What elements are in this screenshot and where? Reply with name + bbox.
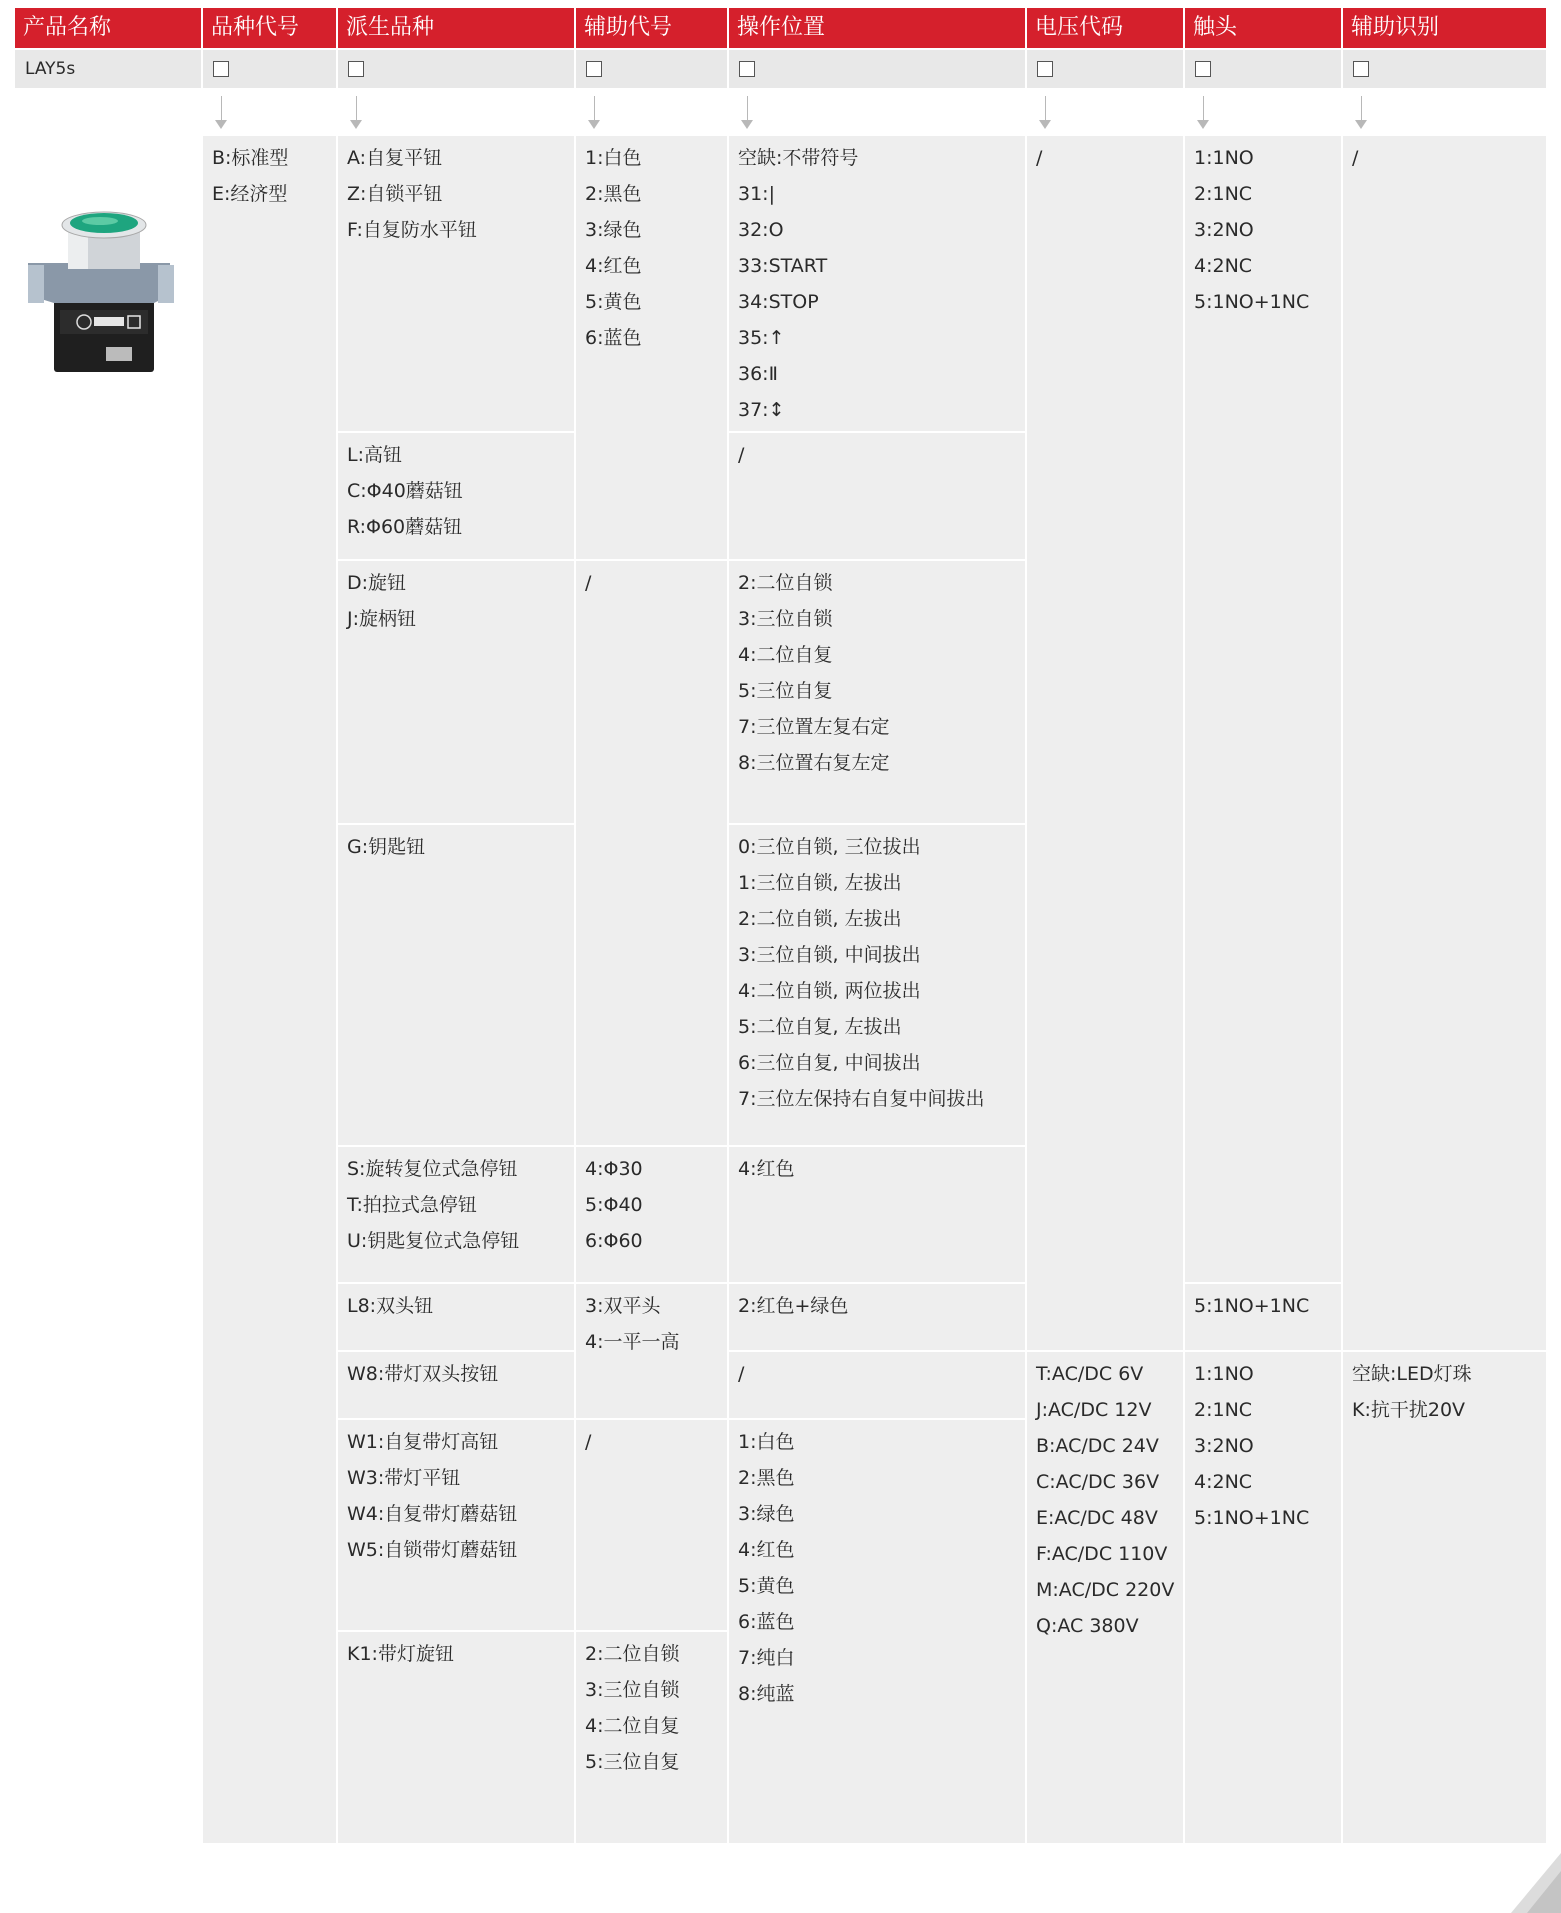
header-aux-identification: 辅助识别 (1343, 8, 1546, 48)
arrow-down-icon (215, 96, 229, 132)
list-item: 35:↑ (738, 327, 785, 349)
aux-id-cell (1343, 1352, 1546, 1843)
operation-cell (729, 1420, 1025, 1843)
list-item: 1:1NO (1194, 1363, 1254, 1385)
header-voltage-code: 电压代码 (1027, 8, 1183, 48)
list-item: 6:Φ60 (585, 1230, 643, 1252)
list-item: E:AC/DC 48V (1036, 1507, 1158, 1529)
checkbox-icon (1037, 61, 1053, 77)
list-item: 2:二位自锁, 左拔出 (738, 908, 902, 930)
operation-cell (729, 433, 1025, 559)
derivative-cell (338, 825, 574, 1145)
list-item: K1:带灯旋钮 (347, 1643, 454, 1665)
header-operation-position: 操作位置 (729, 8, 1025, 48)
list-item: 1:白色 (738, 1431, 795, 1453)
list-item: 3:2NO (1194, 219, 1254, 241)
list-item: 3:三位自锁 (738, 608, 833, 630)
list-item: 3:绿色 (585, 219, 642, 241)
header-derivative: 派生品种 (338, 8, 574, 48)
list-item: 4:二位自锁, 两位拔出 (738, 980, 921, 1002)
list-item: D:旋钮 (347, 572, 407, 594)
list-item: 2:1NC (1194, 183, 1253, 205)
arrow-down-icon (588, 96, 602, 132)
aux-cell (576, 561, 727, 1145)
list-item: 2:二位自锁 (738, 572, 833, 594)
list-item: / (1352, 147, 1359, 169)
list-item: 6:蓝色 (738, 1611, 795, 1633)
derivative-cell (338, 1147, 574, 1282)
list-item: / (585, 572, 592, 594)
list-item: 4:Φ30 (585, 1158, 643, 1180)
list-item: M:AC/DC 220V (1036, 1579, 1175, 1601)
list-item: 5:三位自复 (585, 1751, 680, 1773)
list-item: S:旋转复位式急停钮 (347, 1158, 518, 1180)
product-code: LAY5s (15, 50, 201, 88)
list-item: 2:黑色 (738, 1467, 795, 1489)
checkbox-icon (1195, 61, 1211, 77)
arrow-down-icon (350, 96, 364, 132)
list-item: J:旋柄钮 (347, 608, 417, 630)
list-item: 7:三位左保持右自复中间拔出 (738, 1088, 985, 1110)
list-item: 4:二位自复 (738, 644, 833, 666)
list-item: Z:自锁平钮 (347, 183, 443, 205)
list-item: R:Φ60蘑菇钮 (347, 516, 463, 538)
list-item: F:自复防水平钮 (347, 219, 477, 241)
list-item: 4:2NC (1194, 1471, 1253, 1493)
list-item: 1:白色 (585, 147, 642, 169)
list-item: 32:O (738, 219, 784, 241)
derivative-cell (338, 433, 574, 559)
list-item: 7:三位置左复右定 (738, 716, 890, 738)
list-item: 4:红色 (585, 255, 642, 277)
arrow-down-icon (741, 96, 755, 132)
list-item: G:钥匙钮 (347, 836, 426, 858)
list-item: 空缺:不带符号 (738, 147, 859, 169)
list-item: 5:黄色 (738, 1575, 795, 1597)
pushbutton-product-photo (20, 175, 180, 380)
operation-cell (729, 136, 1025, 431)
checkbox-icon (586, 61, 602, 77)
list-item: 5:三位自复 (738, 680, 833, 702)
list-item: W8:带灯双头按钮 (347, 1363, 499, 1385)
list-item: 5:1NO+1NC (1194, 291, 1310, 313)
list-item: T:AC/DC 6V (1036, 1363, 1144, 1385)
aux-cell (576, 1632, 727, 1843)
list-item: 2:二位自锁 (585, 1643, 680, 1665)
list-item: W4:自复带灯蘑菇钮 (347, 1503, 518, 1525)
list-item: 36:Ⅱ (738, 363, 778, 385)
list-item: / (738, 1363, 745, 1385)
list-item: E:经济型 (212, 183, 288, 205)
list-item: 3:三位自锁 (585, 1679, 680, 1701)
contacts-cell (1185, 1284, 1341, 1350)
list-item: / (738, 444, 745, 466)
list-item: 3:三位自锁, 中间拔出 (738, 944, 921, 966)
format-slot-aux (576, 50, 727, 88)
derivative-cell (338, 1284, 574, 1350)
list-item: 2:1NC (1194, 1399, 1253, 1421)
header-variety-code: 品种代号 (203, 8, 336, 48)
list-item: 5:二位自复, 左拔出 (738, 1016, 902, 1038)
list-item: 0:三位自锁, 三位拔出 (738, 836, 921, 858)
arrow-down-icon (1039, 96, 1053, 132)
header-contacts: 触头 (1185, 8, 1341, 48)
format-slot-variety (203, 50, 336, 88)
variety-cell (203, 136, 336, 1843)
list-item: 5:1NO+1NC (1194, 1295, 1310, 1317)
list-item: 4:一平一高 (585, 1331, 680, 1353)
list-item: 4:2NC (1194, 255, 1253, 277)
list-item: 3:绿色 (738, 1503, 795, 1525)
contacts-cell (1185, 1352, 1341, 1843)
derivative-cell (338, 1420, 574, 1630)
list-item: T:拍拉式急停钮 (347, 1194, 477, 1216)
list-item: 5:Φ40 (585, 1194, 643, 1216)
list-item: 4:红色 (738, 1158, 795, 1180)
list-item: B:AC/DC 24V (1036, 1435, 1159, 1457)
checkbox-icon (739, 61, 755, 77)
contacts-cell (1185, 136, 1341, 1282)
aux-id-cell (1343, 136, 1546, 1350)
derivative-cell (338, 1632, 574, 1843)
format-slot-derivative (338, 50, 574, 88)
list-item: W1:自复带灯高钮 (347, 1431, 499, 1453)
list-item: 7:纯白 (738, 1647, 795, 1669)
list-item: 空缺:LED灯珠 (1352, 1363, 1472, 1385)
list-item: 2:黑色 (585, 183, 642, 205)
list-item: 37:↕ (738, 399, 785, 421)
list-item: 8:纯蓝 (738, 1683, 795, 1705)
list-item: 31:| (738, 183, 775, 205)
list-item: Q:AC 380V (1036, 1615, 1139, 1637)
list-item: C:AC/DC 36V (1036, 1471, 1160, 1493)
checkbox-icon (348, 61, 364, 77)
list-item: 2:红色+绿色 (738, 1295, 849, 1317)
list-item: 5:黄色 (585, 291, 642, 313)
operation-cell (729, 1147, 1025, 1282)
format-slot-aux-id (1343, 50, 1546, 88)
derivative-cell (338, 1352, 574, 1418)
header-product-name: 产品名称 (15, 8, 201, 48)
aux-cell (576, 1284, 727, 1418)
voltage-cell (1027, 1352, 1183, 1843)
arrow-down-icon (1355, 96, 1369, 132)
list-item: / (1036, 147, 1043, 169)
list-item: / (585, 1431, 592, 1453)
voltage-cell (1027, 136, 1183, 1350)
aux-cell (576, 1147, 727, 1282)
checkbox-icon (213, 61, 229, 77)
list-item: C:Φ40蘑菇钮 (347, 480, 463, 502)
list-item: 3:双平头 (585, 1295, 661, 1317)
list-item: L:高钮 (347, 444, 402, 466)
operation-cell (729, 1284, 1025, 1350)
format-slot-contacts (1185, 50, 1341, 88)
list-item: L8:双头钮 (347, 1295, 434, 1317)
list-item: 33:START (738, 255, 828, 277)
page-corner-decoration (1511, 1853, 1561, 1913)
list-item: J:AC/DC 12V (1036, 1399, 1152, 1421)
list-item: 1:1NO (1194, 147, 1254, 169)
list-item: B:标准型 (212, 147, 289, 169)
list-item: A:自复平钮 (347, 147, 443, 169)
list-item: 4:红色 (738, 1539, 795, 1561)
aux-cell (576, 136, 727, 559)
list-item: F:AC/DC 110V (1036, 1543, 1168, 1565)
list-item: W3:带灯平钮 (347, 1467, 461, 1489)
list-item: 3:2NO (1194, 1435, 1254, 1457)
list-item: K:抗干扰20V (1352, 1399, 1466, 1421)
header-aux-code: 辅助代号 (576, 8, 727, 48)
list-item: 1:三位自锁, 左拔出 (738, 872, 902, 894)
list-item: W5:自锁带灯蘑菇钮 (347, 1539, 518, 1561)
list-item: 4:二位自复 (585, 1715, 680, 1737)
list-item: 34:STOP (738, 291, 819, 313)
aux-cell (576, 1420, 727, 1630)
format-slot-voltage (1027, 50, 1183, 88)
arrow-down-icon (1197, 96, 1211, 132)
list-item: 6:三位自复, 中间拔出 (738, 1052, 921, 1074)
format-slot-operation (729, 50, 1025, 88)
list-item: 6:蓝色 (585, 327, 642, 349)
derivative-cell (338, 136, 574, 431)
derivative-cell (338, 561, 574, 823)
list-item: 5:1NO+1NC (1194, 1507, 1310, 1529)
operation-cell (729, 561, 1025, 823)
operation-cell (729, 825, 1025, 1145)
list-item: U:钥匙复位式急停钮 (347, 1230, 520, 1252)
operation-cell (729, 1352, 1025, 1418)
list-item: 8:三位置右复左定 (738, 752, 890, 774)
checkbox-icon (1353, 61, 1369, 77)
